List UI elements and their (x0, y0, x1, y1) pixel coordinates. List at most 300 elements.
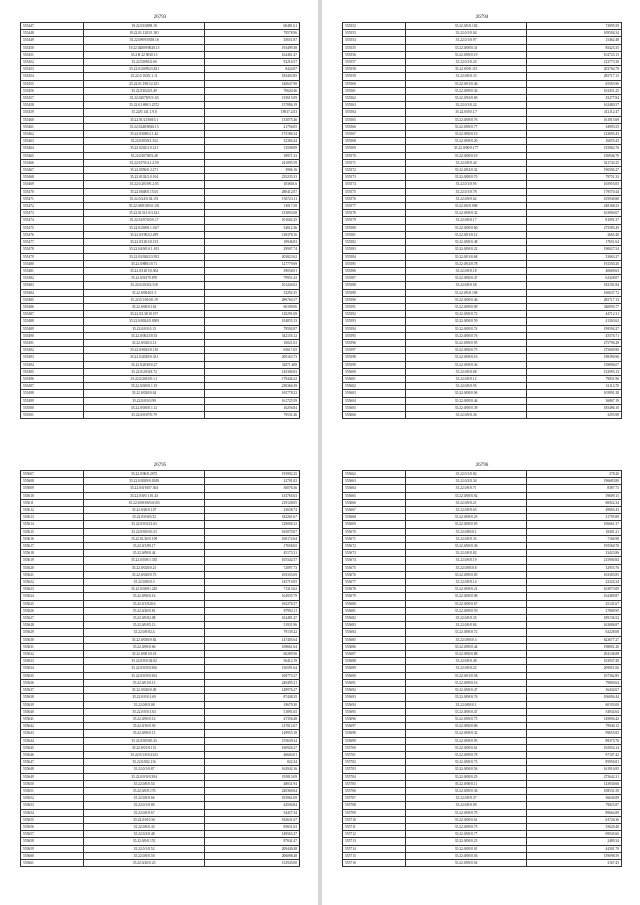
record-id-cell: 555639 (21, 701, 84, 708)
timestamp-cell: 35.22.0/0/0.108 (405, 289, 526, 296)
record-id-cell: 555652 (21, 795, 84, 802)
table-row (343, 751, 622, 758)
record-id-cell: 555553 (343, 30, 406, 37)
amount-cell: 22701.02 (205, 478, 300, 485)
record-id-cell: 555649 (21, 773, 84, 780)
amount-cell: 104055.13 (205, 318, 300, 325)
table-row (21, 708, 300, 715)
table-row (343, 123, 622, 130)
timestamp-cell: 35.22.0/00/0.56 (405, 852, 526, 859)
record-id-cell: 555653 (21, 802, 84, 809)
amount-cell: 159098.59 (527, 852, 622, 859)
timestamp-cell: 35.22.0/00/0.75 (405, 715, 526, 722)
amount-cell: 79825.87 (527, 802, 622, 809)
amount-cell: 19037.2.03 (205, 109, 300, 116)
timestamp-cell: 35.22.0/00/0.85 (405, 571, 526, 578)
table-row (21, 253, 300, 260)
amount-cell: 56412.19 (205, 658, 300, 665)
table-row (21, 325, 300, 332)
table-row (21, 347, 300, 354)
timestamp-cell: 35.22.0/0/0.1.69 (83, 694, 204, 701)
table-row (343, 51, 622, 58)
record-id-cell: 555466 (21, 159, 84, 166)
table-row (21, 550, 300, 557)
record-id-cell: 555698 (343, 730, 406, 737)
timestamp-cell: 35.22.0/0/0.48 (405, 658, 526, 665)
record-id-cell: 555626 (21, 607, 84, 614)
record-id-cell: 555555 (343, 44, 406, 51)
record-id-cell: 555497 (21, 383, 84, 390)
amount-cell: 70620.46 (205, 87, 300, 94)
timestamp-cell: 35.22.0/00/0.78 (405, 751, 526, 758)
table-row (343, 73, 622, 80)
timestamp-cell: 35.22.01/070/0.0.17 (83, 217, 204, 224)
table-row (21, 332, 300, 339)
table-row (21, 751, 300, 758)
timestamp-cell: 35.22.0/00/0.19 (405, 51, 526, 58)
timestamp-cell: 35.22.0/0/270.870 (83, 275, 204, 282)
record-id-cell: 555464 (21, 145, 84, 152)
timestamp-cell: 35.22.0/0/0.35 (405, 535, 526, 542)
record-id-cell: 555452 (21, 59, 84, 66)
timestamp-cell: 35.22.0/0/0.08 (83, 701, 204, 708)
record-id-cell: 555670 (343, 528, 406, 535)
record-id-cell: 555685 (343, 636, 406, 643)
amount-cell: 60269.56 (205, 651, 300, 658)
record-id-cell: 555674 (343, 557, 406, 564)
table-row (343, 80, 622, 87)
amount-cell: 152945.00 (205, 859, 300, 866)
record-id-cell: 555641 (21, 715, 84, 722)
timestamp-cell: 35.22.0/020/0.62 (83, 390, 204, 397)
amount-cell: 280412.07 (205, 188, 300, 195)
table-row (343, 615, 622, 622)
record-id-cell: 555704 (343, 773, 406, 780)
amount-cell: 13017.58 (205, 203, 300, 210)
amount-cell: 542155.12 (205, 332, 300, 339)
record-id-cell: 555716 (343, 859, 406, 866)
timestamp-cell: 35.22.0/0/0.0.99 (83, 397, 204, 404)
table-row (343, 332, 622, 339)
amount-cell: 162942.16 (205, 766, 300, 773)
table-row (21, 95, 300, 102)
timestamp-cell: 35.22.0/0/0.43 (83, 823, 204, 830)
amount-cell: 25638.74 (205, 507, 300, 514)
amount-cell: 133075.46 (205, 116, 300, 123)
amount-cell: 101602.25 (205, 217, 300, 224)
table-row (343, 795, 622, 802)
timestamp-cell: 35.22.0/00/0.32 (405, 210, 526, 217)
record-id-cell: 555574 (343, 181, 406, 188)
amount-cell: 30076.36 (205, 485, 300, 492)
timestamp-cell: 35.22.04/0/0.0.1.103 (83, 246, 204, 253)
record-id-cell: 555689 (343, 665, 406, 672)
amount-cell: 160637.72 (527, 289, 622, 296)
table-row (343, 766, 622, 773)
timestamp-cell: 35.22.01/0/1.0/3.341 (83, 210, 204, 217)
record-id-cell: 555619 (21, 557, 84, 564)
table-row (343, 282, 622, 289)
record-id-cell: 555562 (343, 95, 406, 102)
table-row (21, 123, 300, 130)
table-row (343, 737, 622, 744)
table-row (343, 296, 622, 303)
timestamp-cell: 35.22.0/2/0.34 (405, 478, 526, 485)
record-id-cell: 555447 (21, 23, 84, 30)
timestamp-cell: 35.22.0/00/0.02 (405, 859, 526, 866)
timestamp-cell: 35.22.0/24/0.02.151 (83, 195, 204, 202)
amount-cell: 182261.67 (205, 514, 300, 521)
record-id-cell: 555571 (343, 159, 406, 166)
amount-cell: 16055.43 (527, 138, 622, 145)
record-id-cell: 555638 (21, 694, 84, 701)
amount-cell: 143930.66 (527, 780, 622, 787)
amount-cell: 49065.43 (527, 507, 622, 514)
record-id-cell: 555490 (21, 332, 84, 339)
timestamp-cell: 35.22.0/020/0.21 (83, 564, 204, 571)
timestamp-cell: 35.22.0/00/0.1 (405, 701, 526, 708)
timestamp-cell: 35.22.0/00/0.66 (83, 643, 204, 650)
amount-cell: 79531.46 (205, 411, 300, 418)
record-id-cell: 555474 (21, 217, 84, 224)
record-id-cell: 555691 (343, 679, 406, 686)
amount-cell: 35141.67 (527, 600, 622, 607)
record-id-cell: 555598 (343, 354, 406, 361)
timestamp-cell: 35.22.0/0/0/0.304 (83, 672, 204, 679)
table-row (343, 397, 622, 404)
amount-cell: 99655.83 (527, 730, 622, 737)
amount-cell: 60109.06 (205, 303, 300, 310)
table-row (21, 411, 300, 418)
amount-cell: 51931.96 (205, 622, 300, 629)
table-row (343, 845, 622, 852)
amount-cell: 60193.00 (527, 701, 622, 708)
amount-cell: 39030.01 (205, 267, 300, 274)
table-row (343, 217, 622, 224)
table-row (21, 787, 300, 794)
table-row (21, 557, 300, 564)
table-row (343, 622, 622, 629)
table-row (21, 615, 300, 622)
table-row (343, 723, 622, 730)
table-row (21, 622, 300, 629)
table-row (21, 715, 300, 722)
timestamp-cell: 35.22.0/00/0.31 (405, 44, 526, 51)
amount-cell: 129953.18 (205, 730, 300, 737)
table-row (343, 66, 622, 73)
timestamp-cell: 35.22.03050/3.332 (83, 138, 204, 145)
amount-cell: 203823.62 (205, 253, 300, 260)
timestamp-cell: 35.22.0/010.56 (83, 816, 204, 823)
record-id-cell: 555453 (21, 66, 84, 73)
timestamp-cell: 35.22.0/0/0.12 (405, 375, 526, 382)
table-row (21, 687, 300, 694)
amount-cell: 215900.84 (527, 557, 622, 564)
record-id-cell: 555712 (343, 831, 406, 838)
amount-cell: 340095.77 (527, 303, 622, 310)
amount-cell: 285717.13 (527, 73, 622, 80)
timestamp-cell: 35.22.0/00/0.25 (405, 838, 526, 845)
block-title: 26796 (475, 463, 489, 468)
table-row (343, 485, 622, 492)
timestamp-cell: 35.22.0/0/05.13 (83, 622, 204, 629)
amount-cell: 35277.84 (527, 95, 622, 102)
amount-cell: 17658.65 (205, 543, 300, 550)
timestamp-cell: 35.22.0/00/0.25 (405, 773, 526, 780)
record-id-cell: 555567 (343, 131, 406, 138)
table-row (343, 138, 622, 145)
table-row (21, 174, 300, 181)
timestamp-cell: 35.22.0/0040/1.5 (83, 289, 204, 296)
table-row (21, 571, 300, 578)
table-row (343, 159, 622, 166)
record-id-cell: 555701 (343, 751, 406, 758)
ledger-table (342, 22, 622, 419)
timestamp-cell: 35.22.0/0/0.33 (405, 73, 526, 80)
record-id-cell: 555596 (343, 339, 406, 346)
record-id-cell: 555611 (21, 499, 84, 506)
table-row (21, 87, 300, 94)
table-row (21, 816, 300, 823)
amount-cell: 100172.64 (205, 535, 300, 542)
amount-cell: 149894.42 (527, 715, 622, 722)
ledger-table (20, 22, 300, 419)
timestamp-cell: 35.22.0/00/0.47 (405, 275, 526, 282)
table-row (343, 210, 622, 217)
table-row (21, 195, 300, 202)
amount-cell: 212773.30 (527, 59, 622, 66)
table-row (21, 368, 300, 375)
record-id-cell: 555676 (343, 571, 406, 578)
amount-cell: 29907.74 (205, 246, 300, 253)
timestamp-cell: 35.22.0/2030/0.27 (83, 361, 204, 368)
record-id-cell: 555590 (343, 296, 406, 303)
record-id-cell: 555651 (21, 787, 84, 794)
amount-cell: 230366.39 (205, 383, 300, 390)
record-id-cell: 555658 (21, 838, 84, 845)
amount-cell: 65617.65 (205, 347, 300, 354)
table-row (21, 275, 300, 282)
record-id-cell: 555681 (343, 607, 406, 614)
timestamp-cell: 35.22.0/00/0.56 (405, 766, 526, 773)
table-row (21, 492, 300, 499)
record-id-cell: 555557 (343, 59, 406, 66)
amount-cell: 87041.47 (205, 838, 300, 845)
timestamp-cell: 35.22.0/00/0.0.23 (83, 528, 204, 535)
timestamp-cell: 35.22.0/00/0.61 (405, 816, 526, 823)
amount-cell: 169661.64 (205, 643, 300, 650)
record-id-cell: 555624 (21, 593, 84, 600)
timestamp-cell: 35.22.0170/4.1.2.59 (83, 159, 204, 166)
timestamp-cell: 35.22.0/0/0.19 (405, 557, 526, 564)
table-row (21, 672, 300, 679)
record-id-cell: 555680 (343, 600, 406, 607)
table-row (21, 643, 300, 650)
timestamp-cell: 35.22.03/0202/3.952 (83, 253, 204, 260)
amount-cell: 27809.95 (527, 607, 622, 614)
amount-cell: 147405.64 (205, 636, 300, 643)
record-id-cell: 555654 (21, 809, 84, 816)
amount-cell: 54457.34 (205, 809, 300, 816)
amount-cell: 85651.63 (205, 823, 300, 830)
amount-cell: 161915.69 (527, 116, 622, 123)
amount-cell: 79951.43 (205, 275, 300, 282)
amount-cell: 204146.88 (527, 651, 622, 658)
timestamp-cell: 35.22.0/0/0.95 (405, 383, 526, 390)
record-id-cell: 555492 (21, 347, 84, 354)
table-row (21, 116, 300, 123)
timestamp-cell: 35.22.0/00/0/0.43 (83, 737, 204, 744)
table-row (343, 174, 622, 181)
timestamp-cell: 35.22.0/00/0.36 (405, 787, 526, 794)
table-row (343, 672, 622, 679)
table-row (21, 564, 300, 571)
amount-cell: 53063.27 (527, 253, 622, 260)
timestamp-cell: 35.22.0/00/0.16 (405, 679, 526, 686)
timestamp-cell: 35.22.0/1/0.95 (405, 181, 526, 188)
record-id-cell: 555627 (21, 615, 84, 622)
timestamp-cell: 35.22.01/20/0.109 (83, 535, 204, 542)
timestamp-cell: 35.22.0/0/0.115 (405, 66, 526, 73)
record-id-cell: 555489 (21, 325, 84, 332)
amount-cell: 54944.64 (527, 708, 622, 715)
timestamp-cell: 35.22.0/20/0/4.72 (83, 368, 204, 375)
timestamp-cell: 19.22.01.1203/1.301 (83, 30, 204, 37)
record-id-cell: 555647 (21, 759, 84, 766)
timestamp-cell: 35.22.0/00/0.22 (405, 246, 526, 253)
table-row (21, 607, 300, 614)
amount-cell: 183403.85 (205, 73, 300, 80)
table-row (21, 267, 300, 274)
record-id-cell: 555644 (21, 737, 84, 744)
timestamp-cell: 35.22.0/00/0.36 (405, 87, 526, 94)
timestamp-cell: 35.22.0/00/0.76 (405, 694, 526, 701)
record-id-cell: 555577 (343, 203, 406, 210)
table-row (343, 557, 622, 564)
table-row (343, 643, 622, 650)
record-id-cell: 555564 (343, 109, 406, 116)
amount-cell: 199594.27 (527, 325, 622, 332)
amount-cell: 156591.64 (205, 665, 300, 672)
record-id-cell: 555628 (21, 622, 84, 629)
amount-cell: 165778.23 (205, 390, 300, 397)
timestamp-cell: 35.22.0/0/0.65 (405, 507, 526, 514)
amount-cell: 198390.96 (527, 354, 622, 361)
timestamp-cell: 35.22.0/00/0.88 (405, 651, 526, 658)
timestamp-cell: 35.22.0/0/0.09 (405, 802, 526, 809)
amount-cell: 148976.27 (205, 687, 300, 694)
record-id-cell: 555454 (21, 73, 84, 80)
amount-cell: 41303.62 (527, 318, 622, 325)
amount-cell: 196683.80 (527, 478, 622, 485)
table-row (21, 723, 300, 730)
timestamp-cell: 35.22.0/00/0.25 (405, 514, 526, 521)
record-id-cell: 555679 (343, 593, 406, 600)
block-title: 26794 (475, 15, 489, 20)
amount-cell: 36434.67 (527, 687, 622, 694)
amount-cell: 182101.84 (527, 282, 622, 289)
amount-cell: 3167.43 (527, 859, 622, 866)
timestamp-cell: 35.22.0/00/0.32 (405, 730, 526, 737)
record-id-cell: 555450 (21, 44, 84, 51)
table-row (343, 492, 622, 499)
table-row (21, 658, 300, 665)
record-id-cell: 555482 (21, 275, 84, 282)
amount-cell: 3293.98 (527, 411, 622, 418)
record-id-cell: 555672 (343, 543, 406, 550)
table-row (343, 600, 622, 607)
table-row (21, 478, 300, 485)
amount-cell: 156946.70 (527, 152, 622, 159)
amount-cell: 72097.73 (205, 564, 300, 571)
record-id-cell: 555556 (343, 51, 406, 58)
table-row (21, 535, 300, 542)
table-row (343, 44, 622, 51)
amount-cell: 103603.6 (205, 181, 300, 188)
timestamp-cell: 35.22.0/0/02.4 (83, 629, 204, 636)
amount-cell: 79800.64 (527, 679, 622, 686)
amount-cell: 623677.27 (527, 636, 622, 643)
amount-cell: 79940.12 (527, 723, 622, 730)
record-id-cell: 555633 (21, 658, 84, 665)
timestamp-cell: 35.22.0/1/0.52 (83, 845, 204, 852)
record-id-cell: 555660 (21, 852, 84, 859)
table-row (343, 823, 622, 830)
record-id-cell: 555668 (343, 514, 406, 521)
timestamp-cell: 35.22.0/0/0.35 (405, 615, 526, 622)
page-left (0, 0, 318, 905)
record-id-cell: 555476 (21, 231, 84, 238)
record-id-cell: 555589 (343, 289, 406, 296)
amount-cell: 179446.22 (205, 375, 300, 382)
record-id-cell: 555667 (343, 507, 406, 514)
amount-cell: 165054.14 (527, 744, 622, 751)
timestamp-cell: 35.22.0/1/0.87 (83, 766, 204, 773)
amount-cell: 8387.73 (527, 485, 622, 492)
amount-cell: 105342.57 (205, 557, 300, 564)
amount-cell: 54612.36 (205, 224, 300, 231)
timestamp-cell: 35.22.0/0019/0.0.101 (83, 203, 204, 210)
record-id-cell: 555671 (343, 535, 406, 542)
amount-cell: 275642.31 (527, 773, 622, 780)
amount-cell: 60481.61 (205, 23, 300, 30)
record-id-cell: 555483 (21, 282, 84, 289)
amount-cell: 219128.05 (205, 499, 300, 506)
record-id-cell: 555614 (21, 521, 84, 528)
block-title: 26793 (153, 15, 167, 20)
record-id-cell: 555630 (21, 636, 84, 643)
amount-cell: 163960.67 (527, 210, 622, 217)
record-id-cell: 555615 (21, 528, 84, 535)
record-id-cell: 555648 (21, 766, 84, 773)
amount-cell: 286760.37 (205, 296, 300, 303)
record-id-cell: 555696 (343, 715, 406, 722)
record-id-cell: 555709 (343, 809, 406, 816)
table-row (343, 181, 622, 188)
timestamp-cell: 35.22.0/0/0.17 (405, 217, 526, 224)
table-row (343, 507, 622, 514)
timestamp-cell: 35.22.0/0/0.66 (83, 795, 204, 802)
record-id-cell: 555695 (343, 708, 406, 715)
amount-cell: 105891.28 (527, 390, 622, 397)
timestamp-cell: 35.22.0/00/0.36 (405, 543, 526, 550)
record-id-cell: 555471 (21, 195, 84, 202)
table-row (21, 37, 300, 44)
record-id-cell: 555610 (21, 492, 84, 499)
record-id-cell: 555601 (343, 375, 406, 382)
table-row (343, 809, 622, 816)
table-row (343, 23, 622, 30)
